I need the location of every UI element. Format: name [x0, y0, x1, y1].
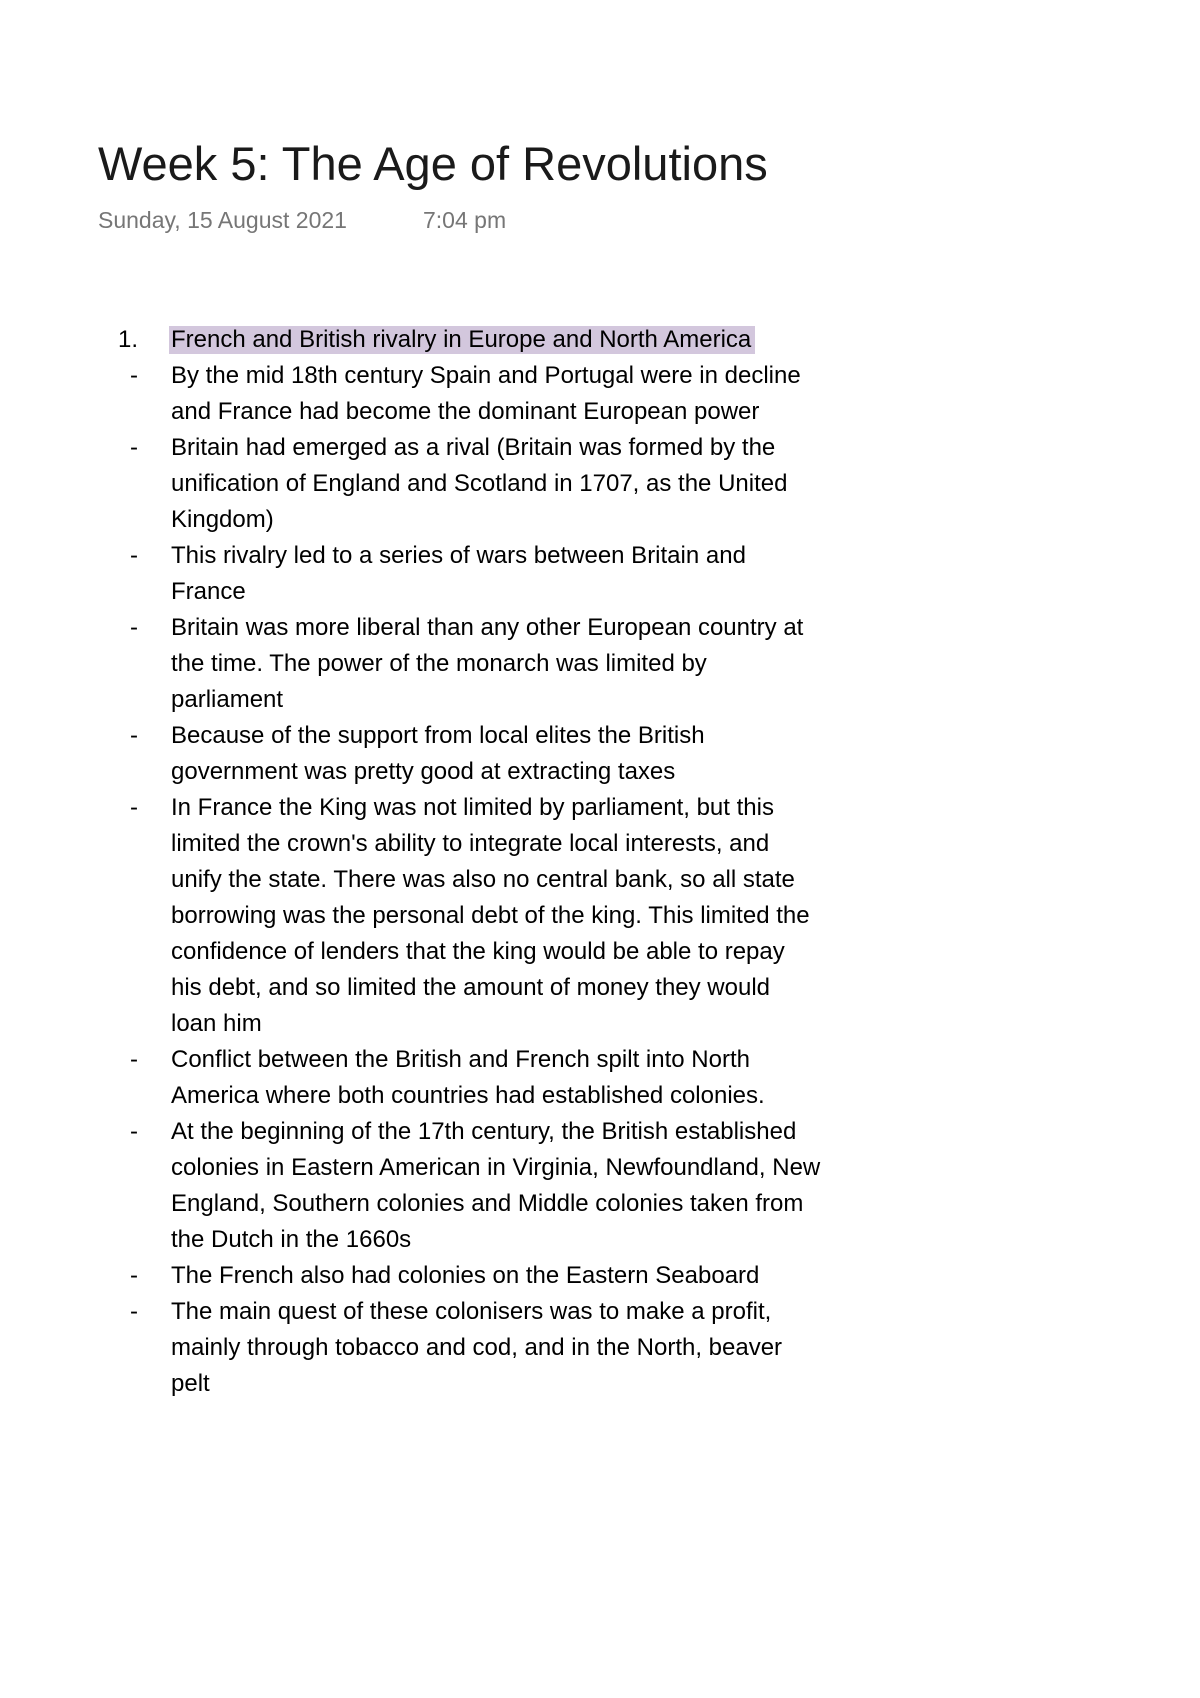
list-item [0, 790, 1200, 1042]
note-body [0, 322, 1200, 1402]
note-date: Sunday, 15 August 2021 [98, 207, 347, 233]
list-item [0, 1114, 1200, 1258]
list-item [0, 1294, 1200, 1402]
list-item [0, 358, 1200, 430]
section-heading-text: French and British rivalry in Europe and North America [169, 326, 755, 354]
bullet-dash: - [130, 722, 138, 749]
list-item [0, 1258, 1200, 1294]
list-item [0, 538, 1200, 610]
list-item-text: Conflict between the British and French spilt into North America where both countries had established colonies. [171, 1046, 765, 1109]
note-time: 7:04 pm [423, 207, 507, 233]
bullet-dash: - [130, 1046, 138, 1073]
list-item-text: By the mid 18th century Spain and Portugal were in decline and France had become the dominant European power [171, 362, 801, 425]
page-title: Week 5: The Age of Revolutions [98, 137, 768, 190]
bullet-dash: - [130, 434, 138, 461]
bullet-dash: - [130, 1262, 138, 1289]
list-item-text: This rivalry led to a series of wars between Britain and France [171, 542, 746, 605]
bullet-dash: - [130, 1298, 138, 1325]
list-item [0, 610, 1200, 718]
list-item-text: Because of the support from local elites the British government was pretty good at extracting taxes [171, 722, 705, 785]
section-heading-wrapper [171, 322, 821, 358]
list-item-text: In France the King was not limited by parliament, but this limited the crown's ability to integrate local interests, and unify the state. There was also no central bank, so all state borrowing was the personal debt of the king. This limited the confidence of lenders that the king would be able to repay his debt, and so limited the amount of money they would loan him [171, 794, 810, 1037]
list-item-text: The French also had colonies on the Eastern Seaboard [171, 1262, 760, 1289]
bullet-dash: - [130, 614, 138, 641]
list-item-text: At the beginning of the 17th century, the British established colonies in Eastern American in Virginia, Newfoundland, New England, Southern colonies and Middle colonies taken from the Dutch in the 1660s [171, 1118, 821, 1253]
bullet-dash: - [130, 1118, 138, 1145]
bullet-dash: - [130, 362, 138, 389]
list-number: 1. [118, 326, 139, 353]
bullet-dash: - [130, 794, 138, 821]
list-item-text: The main quest of these colonisers was to make a profit, mainly through tobacco and cod, and in the North, beaver pelt [171, 1298, 783, 1397]
list-item [0, 718, 1200, 790]
bullet-list [0, 358, 1200, 1402]
list-item [0, 430, 1200, 538]
bullet-dash: - [130, 542, 138, 569]
list-item [0, 1042, 1200, 1114]
list-item-text: Britain had emerged as a rival (Britain was formed by the unification of England and Scotland in 1707, as the United Kingdom) [171, 434, 788, 533]
section-heading [0, 322, 1200, 358]
list-item-text: Britain was more liberal than any other European country at the time. The power of the monarch was limited by parliament [171, 614, 804, 713]
